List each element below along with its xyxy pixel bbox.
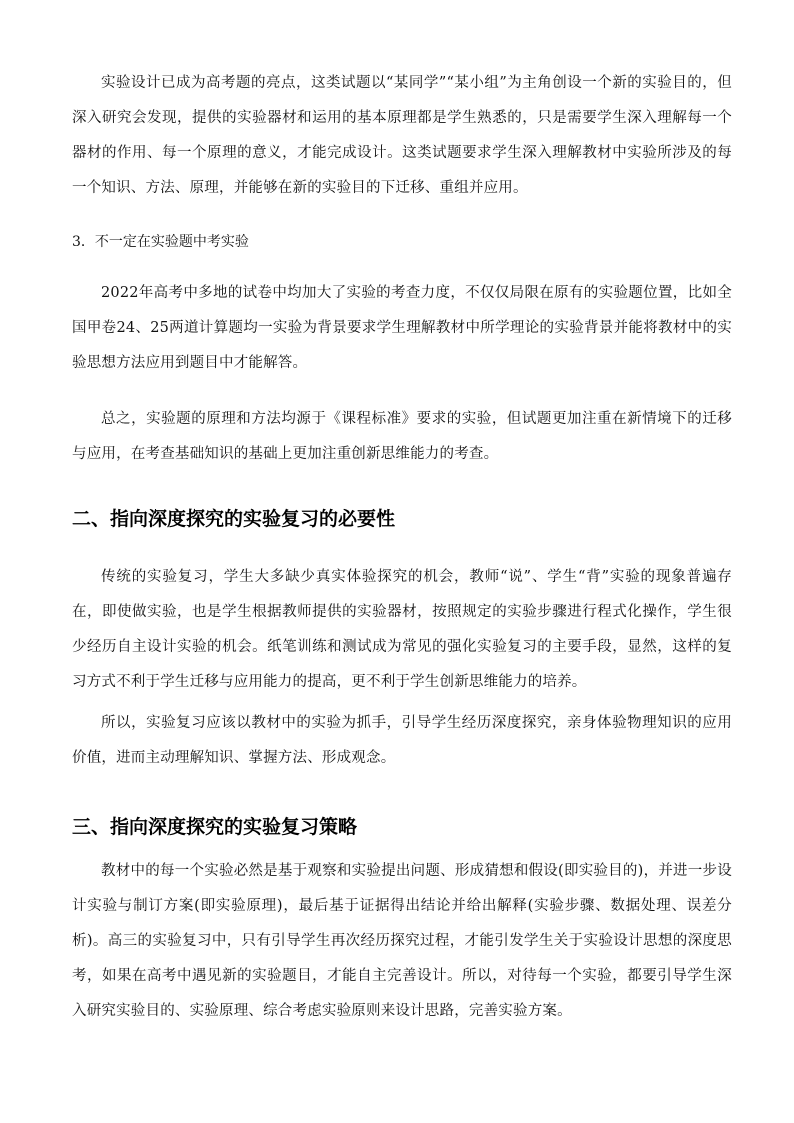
paragraph-2022-exam: 2022年高考中多地的试卷中均加大了实验的考查力度，不仅仅局限在原有的实验题位置，比如全国甲卷24、25两道计算题均一实验为背景要求学生理解教材中所学理论的实验背景并能将教材中的实验思想方法应用到题目中才能解答。 — [72, 285, 732, 371]
paragraph-summary: 总之，实验题的原理和方法均源于《课程标准》要求的实验，但试题更加注重在新情境下的迁移与应用，在考查基础知识的基础上更加注重创新思维能力的考查。 — [72, 411, 732, 462]
paragraph-textbook-experiments: 教材中的每一个实验必然是基于观察和实验提出问题、形成猜想和假设(即实验目的)，并进一步设计实验与制订方案(即实验原理)，最后基于证据得出结论并给出解释(实验步骤、数据处理、误差分析)。高三的实验复习中，只有引导学生再次经历探究过程，才能引发学生关于实验设计思想的深度思考，如果在高考中遇见新的实验题目，才能自主完善设计。所以，对待每一个实验，都要引导学生深入研究实验目的、实验原理、综合考虑实验原则来设计思路，完善实验方案。 — [72, 863, 732, 1019]
subheading-not-only-in-experiment-questions: 3．不一定在实验题中考实验 — [72, 234, 249, 250]
paragraph-therefore: 所以，实验复习应该以教材中的实验为抓手，引导学生经历深度探究，亲身体验物理知识的应用价值，进而主动理解知识、掌握方法、形成观念。 — [72, 715, 732, 766]
section-heading-necessity: 二、指向深度探究的实验复习的必要性 — [72, 508, 396, 530]
section-heading-strategy: 三、指向深度探究的实验复习策略 — [72, 816, 358, 838]
paragraph-traditional-review: 传统的实验复习，学生大多缺少真实体验探究的机会，教师“说”、学生“背”实验的现象普遍存在，即使做实验，也是学生根据教师提供的实验器材，按照规定的实验步骤进行程式化操作，学生很少经历自主设计实验的机会。纸笔训练和测试成为常见的强化实验复习的主要手段，显然，这样的复习方式不利于学生迁移与应用能力的提高，更不利于学生创新思维能力的培养。 — [72, 569, 732, 690]
paragraph-experiment-design: 实验设计已成为高考题的亮点，这类试题以“某同学”“某小组”为主角创设一个新的实验目的，但深入研究会发现，提供的实验器材和运用的基本原理都是学生熟悉的，只是需要学生深入理解每一个器材的作用、每一个原理的意义，才能完成设计。这类试题要求学生深入理解教材中实验所涉及的每一个知识、方法、原理，并能够在新的实验目的下迁移、重组并应用。 — [72, 75, 732, 196]
